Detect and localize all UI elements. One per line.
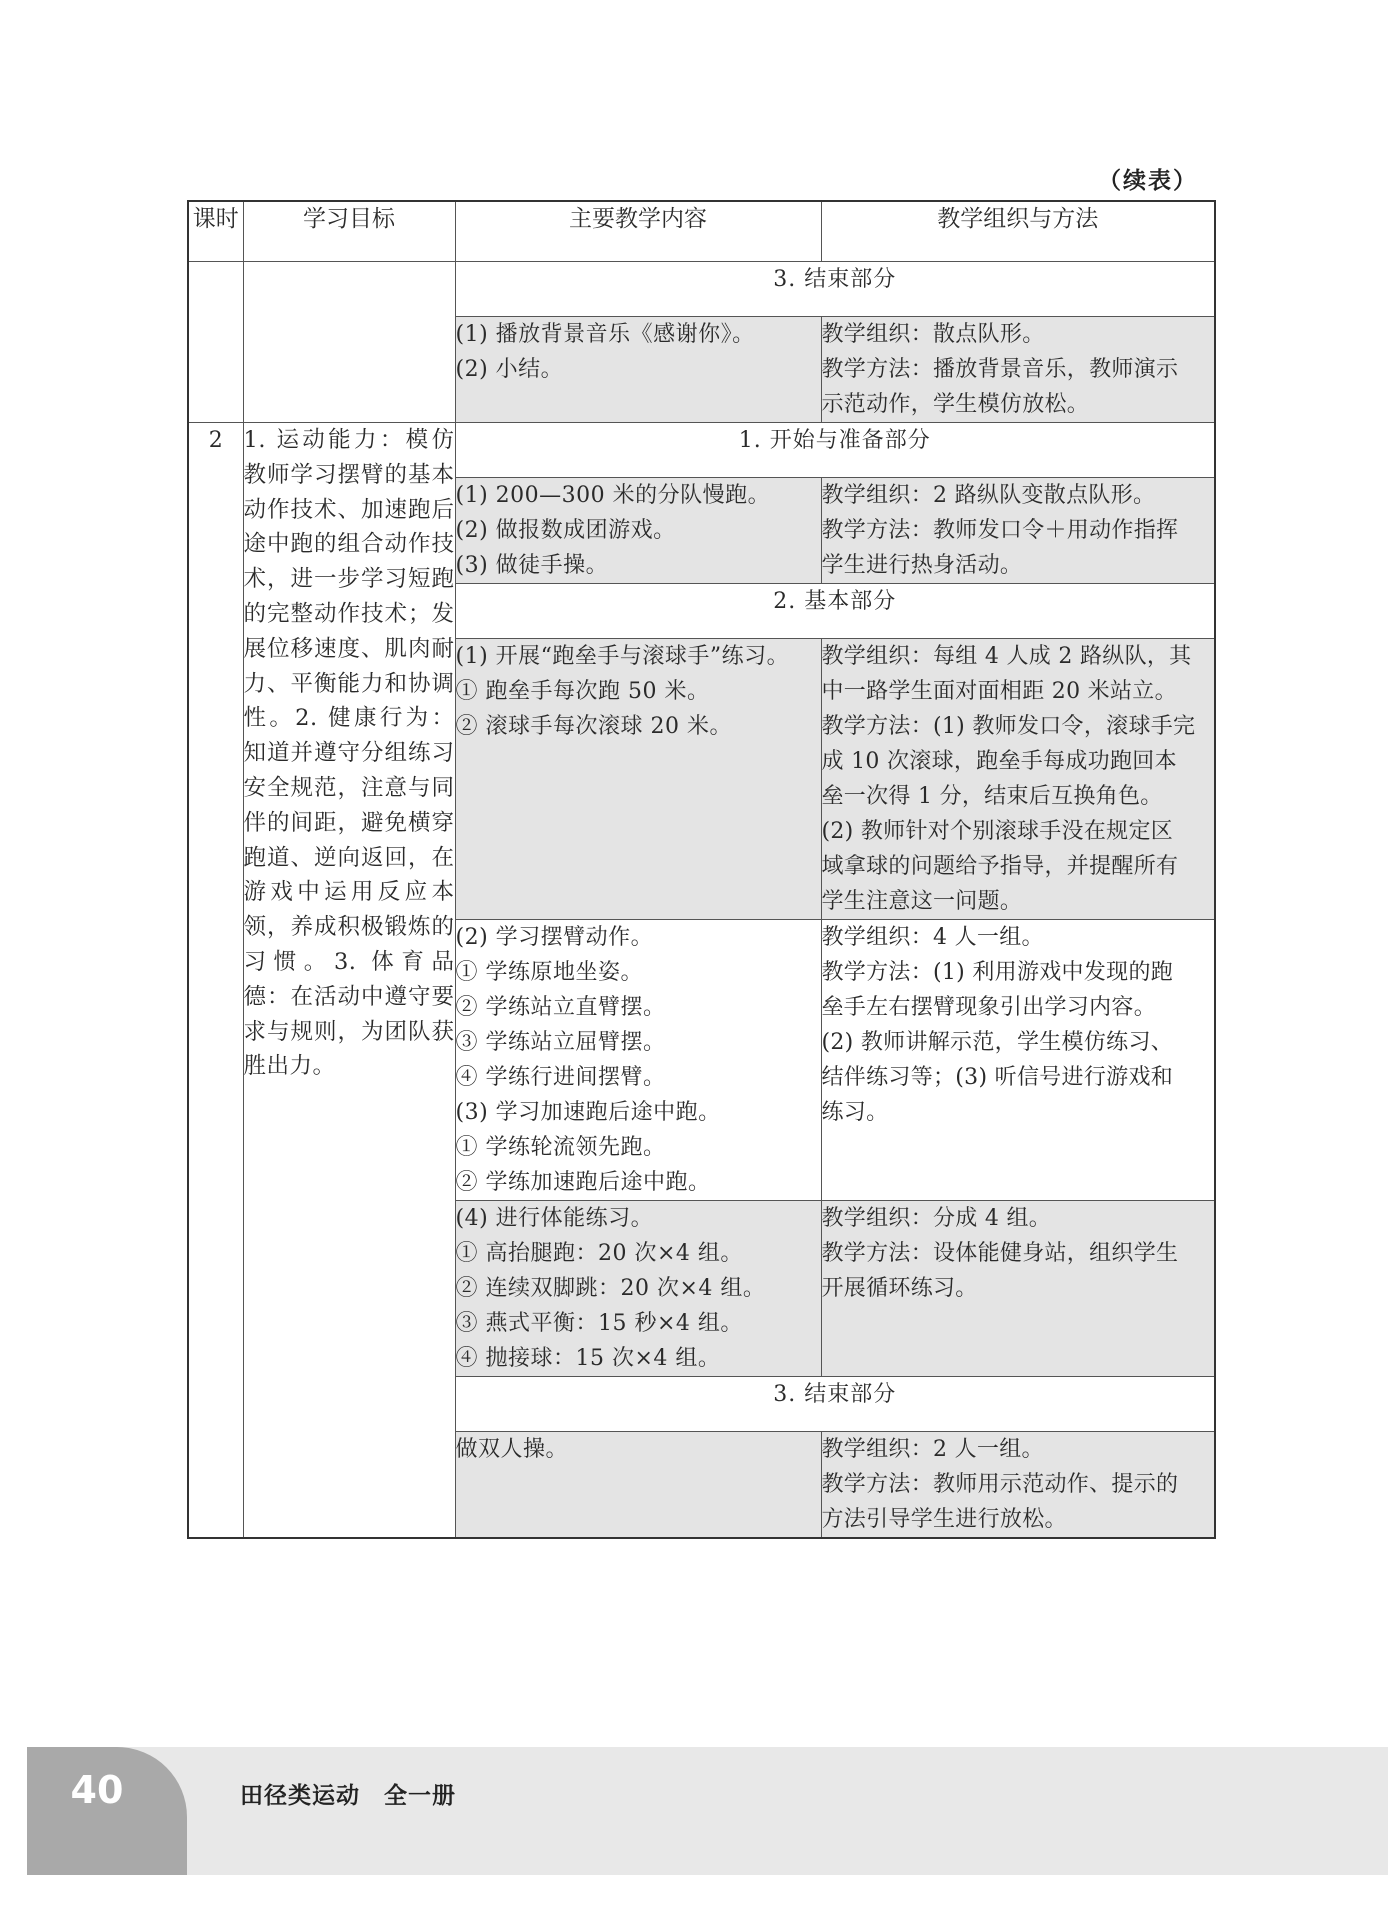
text-line: 学生注意这一问题。: [821, 889, 1023, 914]
text-line: ② 连续双脚跳：20 次×4 组。: [455, 1276, 766, 1301]
header-goals: 学习目标: [243, 201, 455, 262]
content-cell: [455, 920, 821, 1201]
text-line: 教学方法：教师发口令＋用动作指挥: [821, 518, 1179, 543]
text-line: (3) 做徒手操。: [455, 553, 609, 578]
section-title: 1. 开始与准备部分: [455, 423, 1215, 478]
section-title: 2. 基本部分: [455, 584, 1215, 639]
table-header-row: [188, 201, 1215, 262]
continued-table-label: （续表）: [1098, 168, 1198, 194]
text-line: ② 学练加速跑后途中跑。: [455, 1170, 711, 1195]
page-number: 40: [70, 1768, 124, 1812]
text-line: 教学组织：2 路纵队变散点队形。: [821, 483, 1156, 508]
content-cell: [455, 478, 821, 584]
header-content: 主要教学内容: [455, 201, 821, 262]
text-line: 教学组织：分成 4 组。: [821, 1206, 1052, 1231]
method-cell: [821, 1432, 1215, 1539]
prev-goals-cell: [243, 262, 455, 423]
header-period: 课时: [188, 201, 243, 262]
text-line: (2) 教师讲解示范，学生模仿练习、: [821, 1030, 1174, 1055]
method-cell: [821, 920, 1215, 1201]
text-line: 示范动作，学生模仿放松。: [821, 392, 1090, 417]
text-line: 成 10 次滚球，跑垒手每成功跑回本: [821, 749, 1177, 774]
text-line: 教学组织：4 人一组。: [821, 925, 1044, 950]
text-line: ① 学练轮流领先跑。: [455, 1135, 666, 1160]
text-line: 教学组织：2 人一组。: [821, 1437, 1044, 1462]
text-line: (2) 教师针对个别滚球手没在规定区: [821, 819, 1174, 844]
text-line: 方法引导学生进行放松。: [821, 1507, 1067, 1532]
text-line: 开展循环练习。: [821, 1276, 978, 1301]
text-line: 垒手左右摆臂现象引出学习内容。: [821, 995, 1157, 1020]
learning-goals-text: 1. 运动能力：模仿教师学习摆臂的基本动作技术、加速跑后途中跑的组合动作技术，进一步学习短跑的完整动作技术；发展位移速度、肌肉耐力、平衡能力和协调性。2. 健康行为：知道并遵守分组练习安全规范，注意与同伴的间距，避免横穿跑道、逆向返回，在游戏中运用反应本领，养成积极锻炼的习惯。3. 体育品德：在活动中遵守要求与规则，为团队获胜出力。: [243, 427, 455, 1080]
text-line: 教学方法：播放背景音乐，教师演示: [821, 357, 1179, 382]
text-line: ③ 燕式平衡：15 秒×4 组。: [455, 1311, 743, 1336]
header-method: 教学组织与方法: [821, 201, 1215, 262]
content-cell: [455, 317, 821, 423]
text-line: (4) 进行体能练习。: [455, 1206, 654, 1231]
text-line: 教学方法：设体能健身站，组织学生: [821, 1241, 1179, 1266]
text-line: 垒一次得 1 分，结束后互换角色。: [821, 784, 1163, 809]
text-line: ② 学练站立直臂摆。: [455, 995, 666, 1020]
text-line: 结伴练习等；(3) 听信号进行游戏和: [821, 1065, 1174, 1090]
footer-band: [27, 1747, 1388, 1875]
text-line: (2) 学习摆臂动作。: [455, 925, 654, 950]
text-line: 教学方法：教师用示范动作、提示的: [821, 1472, 1179, 1497]
lesson2-warmup-section-row: [188, 423, 1215, 478]
learning-goals-cell: [243, 423, 455, 1539]
text-line: ① 学练原地坐姿。: [455, 960, 643, 985]
text-line: 做双人操。: [455, 1437, 569, 1462]
method-cell: [821, 317, 1215, 423]
text-line: 中一路学生面对面相距 20 米站立。: [821, 679, 1177, 704]
text-line: (3) 学习加速跑后途中跑。: [455, 1100, 721, 1125]
content-cell: [455, 1432, 821, 1539]
text-line: ④ 抛接球：15 次×4 组。: [455, 1346, 721, 1371]
lesson-plan-table: [187, 200, 1216, 1539]
text-line: (1) 开展“跑垒手与滚球手”练习。: [455, 644, 790, 669]
text-line: ③ 学练站立屈臂摆。: [455, 1030, 666, 1055]
text-line: 域拿球的问题给予指导，并提醒所有: [821, 854, 1179, 879]
text-line: 教学组织：散点队形。: [821, 322, 1045, 347]
method-cell: [821, 1201, 1215, 1377]
section-title: 3. 结束部分: [455, 1377, 1215, 1432]
text-line: 教学方法：(1) 教师发口令，滚球手完: [821, 714, 1196, 739]
text-line: ④ 学练行进间摆臂。: [455, 1065, 666, 1090]
text-line: (2) 做报数成团游戏。: [455, 518, 676, 543]
text-line: 教学组织：每组 4 人成 2 路纵队，其: [821, 644, 1192, 669]
text-line: ① 高抬腿跑：20 次×4 组。: [455, 1241, 743, 1266]
section-title: 3. 结束部分: [455, 262, 1215, 317]
book-title: 田径类运动 全一册: [240, 1783, 456, 1809]
text-line: ① 跑垒手每次跑 50 米。: [455, 679, 710, 704]
content-cell: [455, 1201, 821, 1377]
text-line: 教学方法：(1) 利用游戏中发现的跑: [821, 960, 1174, 985]
method-cell: [821, 478, 1215, 584]
text-line: (2) 小结。: [455, 357, 564, 382]
text-line: ② 滚球手每次滚球 20 米。: [455, 714, 732, 739]
text-line: (1) 播放背景音乐《感谢你》。: [455, 322, 755, 347]
prev-end-section-row: [188, 262, 1215, 317]
content-cell: [455, 639, 821, 920]
prev-period-cell: [188, 262, 243, 423]
lesson-period-number: 2: [188, 423, 243, 1539]
text-line: 练习。: [821, 1100, 889, 1125]
text-line: 学生进行热身活动。: [821, 553, 1023, 578]
method-cell: [821, 639, 1215, 920]
text-line: (1) 200—300 米的分队慢跑。: [455, 483, 771, 508]
